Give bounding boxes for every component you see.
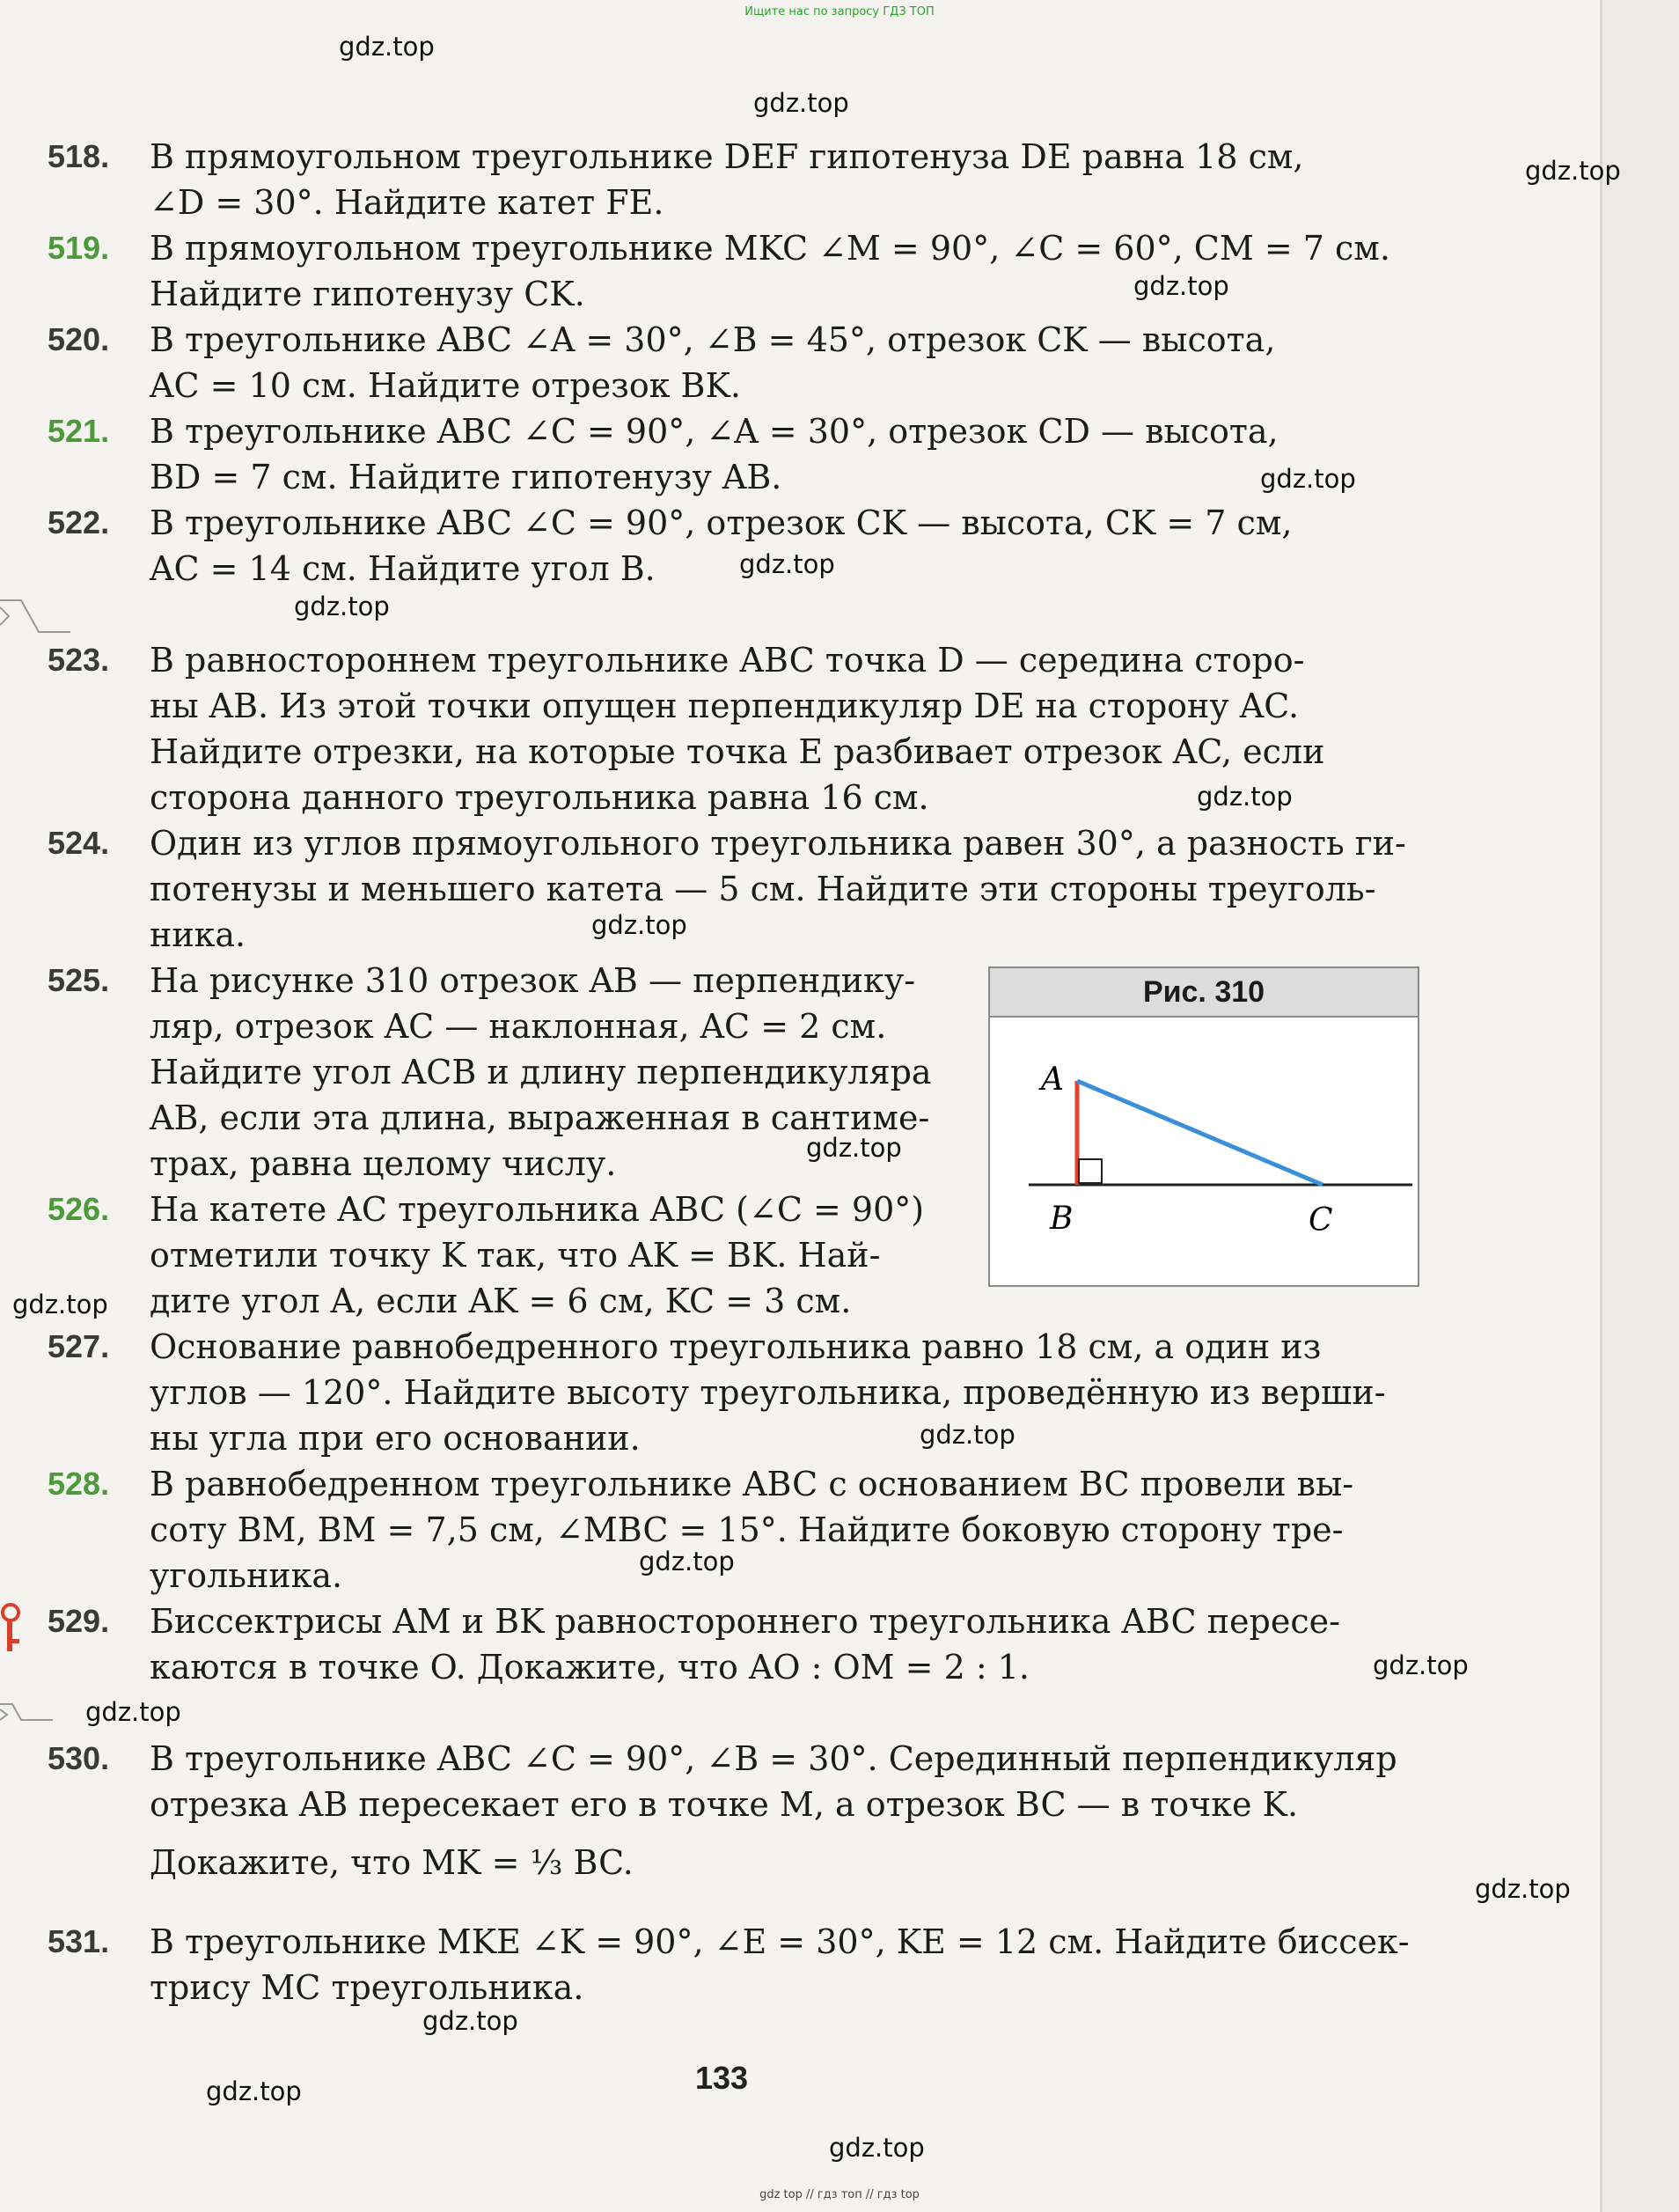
text-line: Найдите гипотенузу CK.: [150, 275, 585, 313]
problem-number: 526.: [48, 1191, 110, 1227]
watermark: gdz.top: [1525, 156, 1621, 186]
text-line: В треугольнике ABC ∠C = 90°, отрезок CK — высота, CK = 7 см,: [150, 503, 1293, 542]
problem-text: [150, 1919, 1466, 2010]
text-line: трису MC треугольника.: [150, 1968, 584, 2007]
text-line: ны угла при его основании.: [150, 1419, 641, 1458]
text-line: Докажите, что MK = ⅓ BC.: [150, 1843, 634, 1882]
watermark: gdz.top: [1133, 271, 1229, 301]
margin-arrow-icon: [0, 1701, 53, 1736]
text-line: В треугольнике ABC ∠C = 90°, ∠B = 30°. Серединный перпендикуляр: [150, 1739, 1397, 1778]
watermark: gdz.top: [920, 1420, 1015, 1450]
problem-number: 523.: [48, 642, 110, 678]
problem-number: 518.: [48, 138, 110, 174]
problem-text: [150, 958, 943, 1187]
text-line: ны AB. Из этой точки опущен перпендикуляр DE на сторону AC.: [150, 687, 1300, 725]
label-a: A: [1041, 1062, 1064, 1098]
header-note: Ищите нас по запросу ГДЗ ТОП: [744, 5, 935, 18]
problem-text: [150, 317, 1466, 408]
text-line: На катете AC треугольника ABC (∠C = 90°): [150, 1190, 925, 1229]
text-line: В прямоугольном треугольнике DEF гипотенуза DE равна 18 см,: [150, 137, 1304, 176]
problem-number: 531.: [48, 1923, 110, 1959]
watermark: gdz.top: [206, 2076, 302, 2106]
page-edge: [1600, 0, 1679, 2212]
text-line: Найдите отрезки, на которые точка E разбивает отрезок AC, если: [150, 732, 1325, 771]
problem-text: [150, 1187, 943, 1324]
problem-text: [150, 1461, 1466, 1598]
figure-title: Рис. 310: [990, 968, 1418, 1018]
watermark: gdz.top: [739, 549, 835, 579]
watermark: gdz.top: [639, 1547, 735, 1576]
right-angle-mark: [1079, 1159, 1102, 1183]
problem-text: [150, 820, 1466, 958]
text-line: Один из углов прямоугольного треугольника равен 30°, а разность ги-: [150, 824, 1406, 863]
problem-number: 524.: [48, 825, 110, 861]
text-line: соту BM, BM = 7,5 см, ∠MBC = 15°. Найдите боковую сторону тре-: [150, 1510, 1344, 1549]
problem-number: 527.: [48, 1328, 110, 1364]
problem-number: 522.: [48, 504, 110, 540]
problem-number: 525.: [48, 962, 110, 998]
text-line: каются в точке O. Докажите, что AO : OM = 2 : 1.: [150, 1648, 1030, 1687]
watermark: gdz.top: [85, 1697, 181, 1727]
text-line: На рисунке 310 отрезок AB — перпендику-: [150, 961, 916, 1000]
text-line: AC = 14 см. Найдите угол B.: [150, 549, 656, 588]
text-line: Основание равнобедренного треугольника равно 18 см, а один из: [150, 1327, 1322, 1366]
label-c: C: [1309, 1202, 1333, 1238]
text-line: В прямоугольном треугольнике MKC ∠M = 90°, ∠C = 60°, CM = 7 см.: [150, 229, 1390, 268]
text-line: Биссектрисы AM и BK равностороннего треугольника ABC пересе-: [150, 1602, 1340, 1641]
watermark: gdz.top: [294, 592, 390, 621]
text-line: угольника.: [150, 1556, 343, 1595]
problem-text: [150, 134, 1466, 225]
slant-ac: [1077, 1081, 1323, 1185]
problem-text: [150, 408, 1466, 500]
text-line: Найдите угол ACB и длину перпендикуляра: [150, 1053, 932, 1091]
problem-number: 528.: [48, 1466, 110, 1502]
problem-number: 519.: [48, 230, 110, 266]
problem-number: 530.: [48, 1740, 110, 1776]
text-line: BD = 7 см. Найдите гипотенузу AB.: [150, 458, 782, 496]
watermark: gdz.top: [1475, 1874, 1571, 1904]
text-line: В равностороннем треугольнике ABC точка D — середина сторо-: [150, 641, 1305, 680]
text-line: В треугольнике ABC ∠C = 90°, ∠A = 30°, отрезок CD — высота,: [150, 412, 1279, 451]
text-line: AB, если эта длина, выраженная в сантиме-: [150, 1099, 930, 1137]
label-b: B: [1050, 1201, 1074, 1237]
text-line: потенузы и меньшего катета — 5 см. Найдите эти стороны треуголь-: [150, 870, 1376, 908]
problem-text: [150, 1324, 1466, 1461]
triangle-diagram: [990, 1018, 1418, 1285]
text-line: отрезка AB пересекает его в точке M, а отрезок BC — в точке K.: [150, 1785, 1299, 1824]
text-line: отметили точку K так, что AK = BK. Най-: [150, 1236, 881, 1275]
problem-number: 521.: [48, 413, 110, 449]
footer-note: gdz top // гдз топ // гдз top: [759, 2188, 920, 2201]
watermark: gdz.top: [806, 1133, 902, 1163]
watermark: gdz.top: [1197, 782, 1293, 812]
text-line: ляр, отрезок AC — наклонная, AC = 2 см.: [150, 1007, 887, 1046]
watermark: gdz.top: [339, 32, 435, 62]
key-icon: [0, 1600, 26, 1655]
watermark: gdz.top: [1373, 1650, 1469, 1680]
text-line: трах, равна целому числу.: [150, 1144, 617, 1183]
margin-arrow-icon: [0, 592, 70, 644]
text-line: AC = 10 см. Найдите отрезок BK.: [150, 366, 741, 405]
figure-310: [988, 966, 1419, 1287]
text-line: ∠D = 30°. Найдите катет FE.: [150, 183, 664, 222]
watermark: gdz.top: [1260, 464, 1356, 494]
watermark: gdz.top: [829, 2133, 925, 2163]
problem-text: [150, 225, 1466, 317]
problem-text: [150, 637, 1466, 820]
text-line: В треугольнике MKE ∠K = 90°, ∠E = 30°, KE = 12 см. Найдите биссек-: [150, 1922, 1410, 1961]
text-line: В равнобедренном треугольнике ABC с основанием BC провели вы-: [150, 1465, 1354, 1503]
text-line: В треугольнике ABC ∠A = 30°, ∠B = 45°, отрезок CK — высота,: [150, 320, 1276, 359]
text-line: ника.: [150, 915, 246, 954]
problem-number: 529.: [48, 1603, 110, 1639]
page-number: 133: [695, 2060, 749, 2096]
watermark: gdz.top: [591, 910, 687, 940]
watermark: gdz.top: [753, 88, 849, 118]
problem-number: 520.: [48, 321, 110, 357]
problem-text: [150, 1736, 1466, 1885]
problem-text: [150, 500, 1466, 592]
problem-text: [150, 1598, 1466, 1690]
text-line: дите угол A, если AK = 6 см, KC = 3 см.: [150, 1282, 852, 1320]
text-line: углов — 120°. Найдите высоту треугольника, проведённую из верши-: [150, 1373, 1386, 1412]
watermark: gdz.top: [12, 1290, 108, 1319]
watermark: gdz.top: [422, 2006, 518, 2036]
text-line: сторона данного треугольника равна 16 см.: [150, 778, 929, 817]
